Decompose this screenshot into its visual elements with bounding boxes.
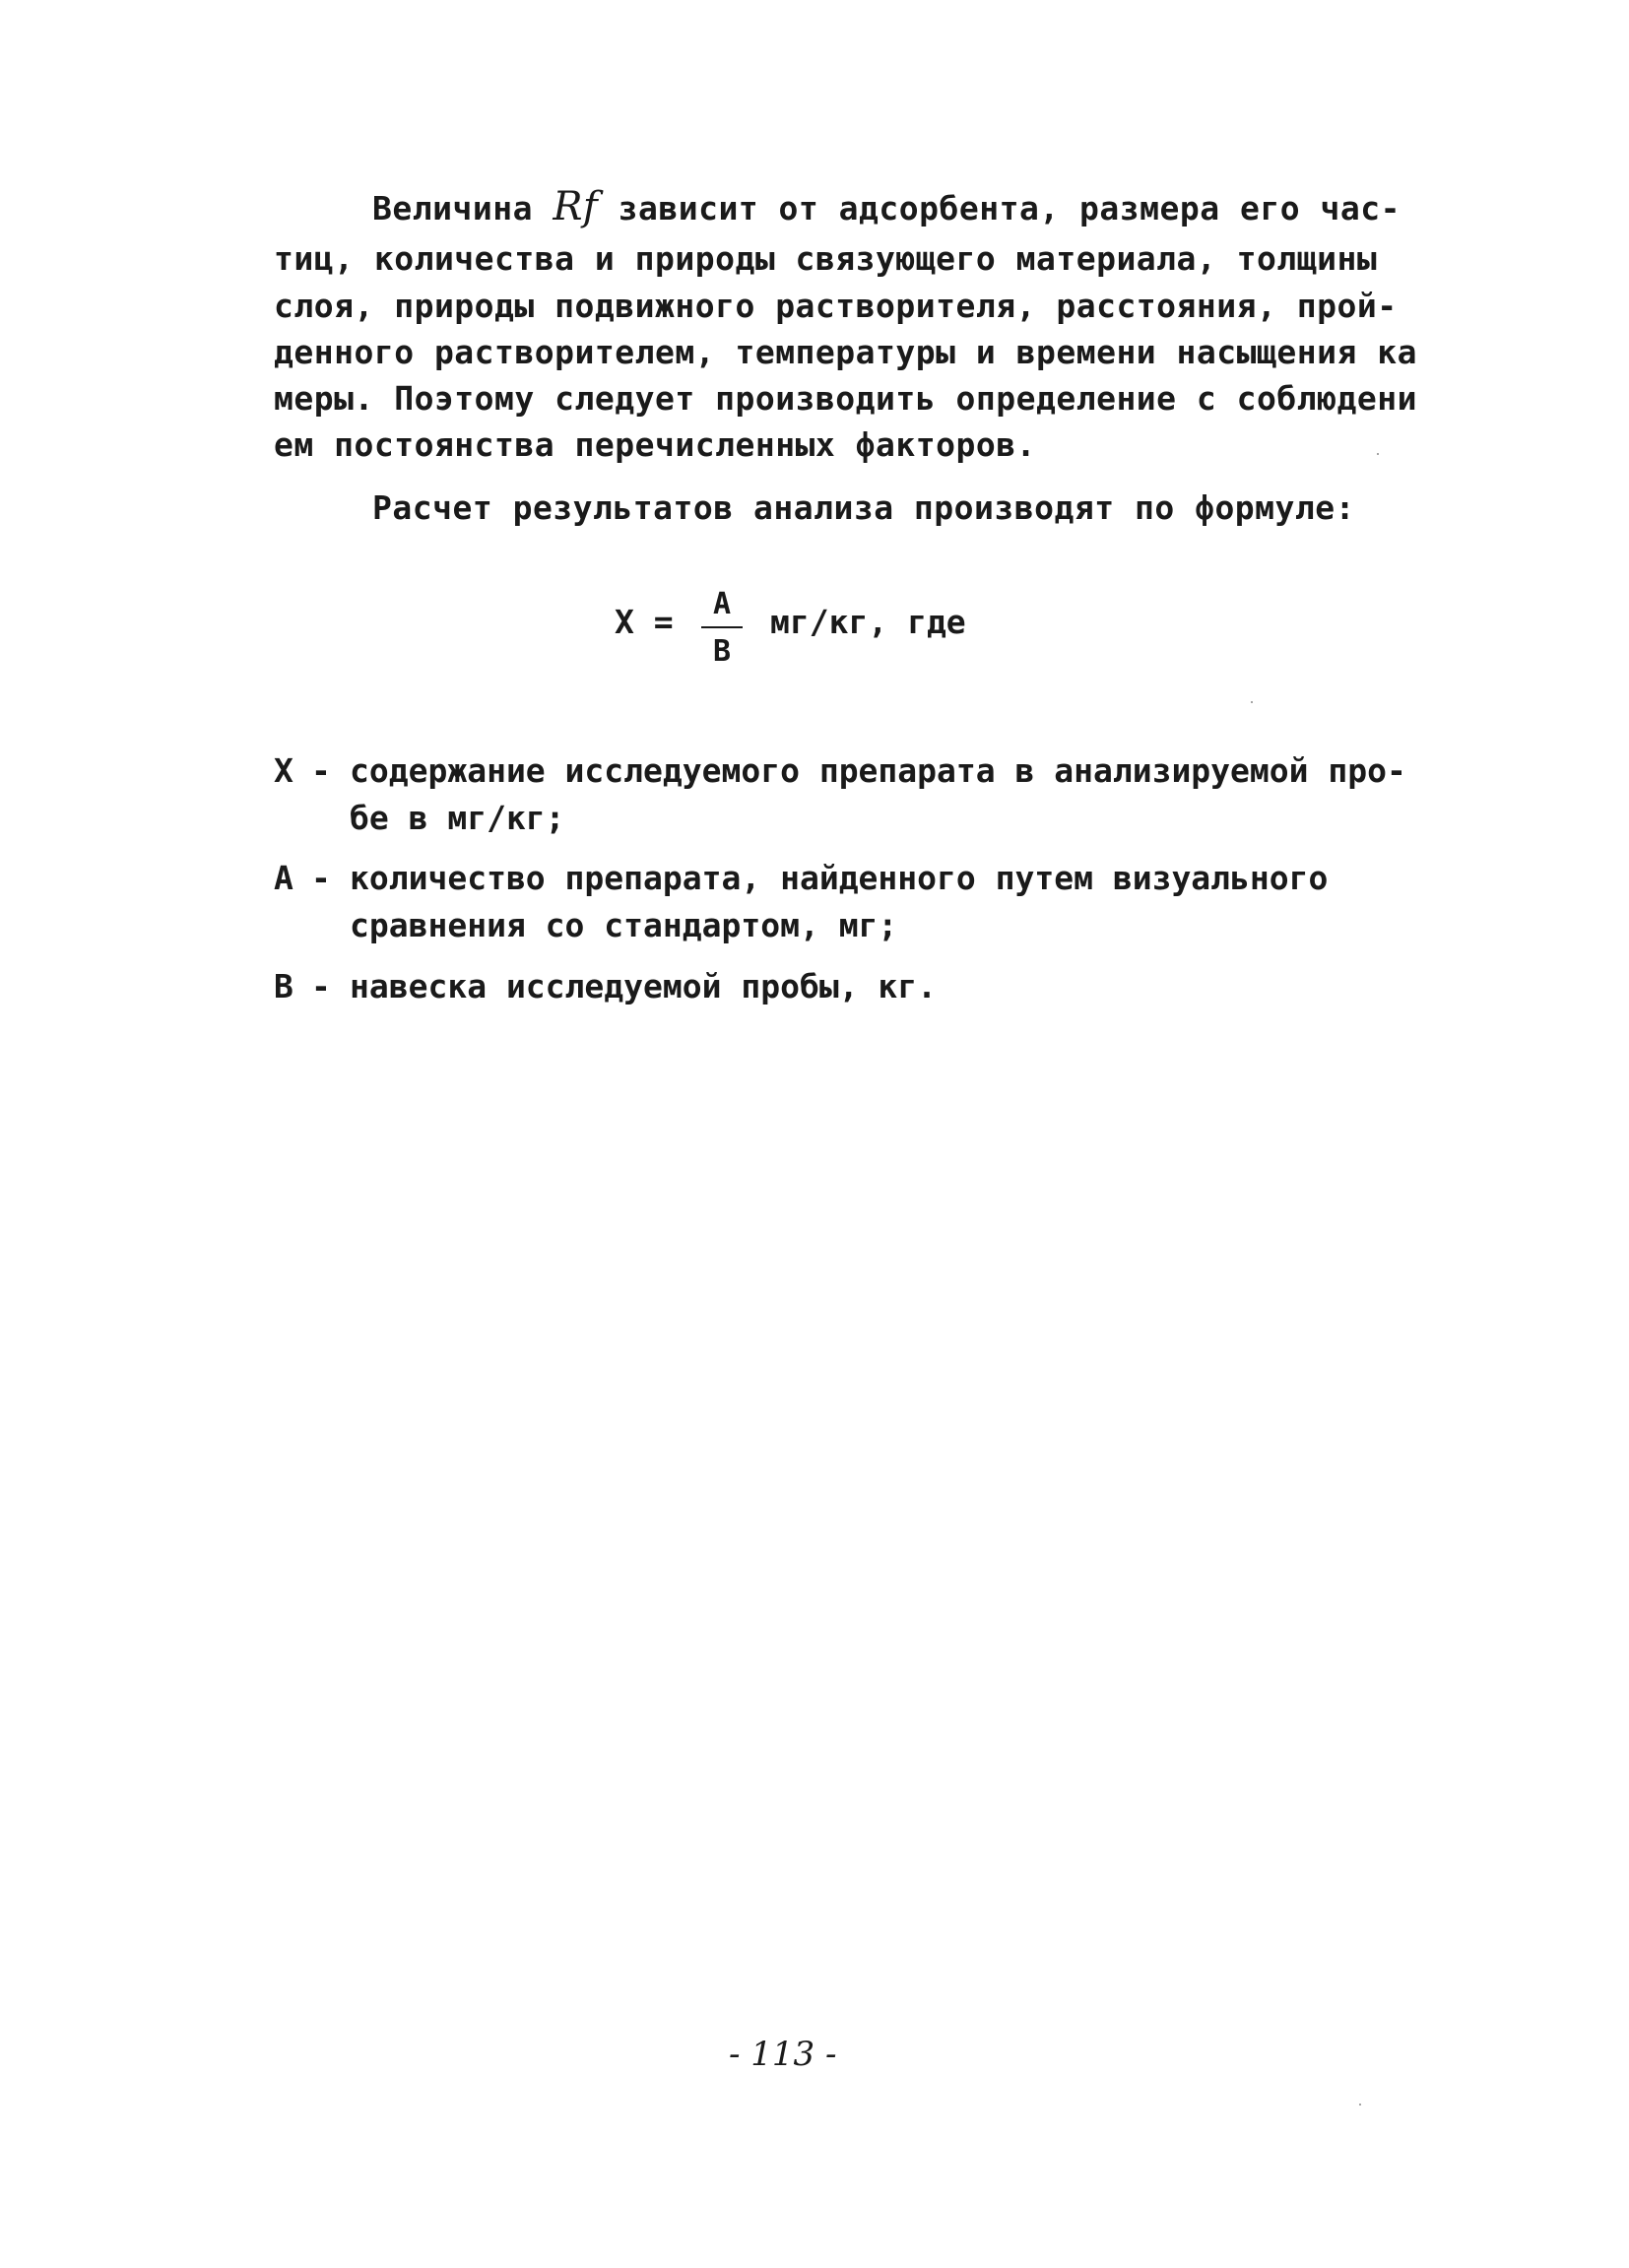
scan-speck — [1377, 453, 1379, 455]
formula-numerator: A — [713, 587, 732, 621]
paragraph-line-5: меры. Поэтому следует производить определение с соблюдени — [274, 379, 1417, 418]
paragraph-line-1 — [372, 184, 1401, 229]
formula-intro-text: Расчет результатов анализа производят по формуле: — [372, 488, 1356, 527]
paragraph-line-4: денного растворителем, температуры и времени насыщения ка — [274, 333, 1417, 371]
formula-denominator: B — [713, 634, 732, 669]
fraction-bar — [701, 626, 743, 628]
definition-text-line-1: навеска исследуемой пробы, кг. — [350, 967, 938, 1005]
definition-symbol: A — [274, 859, 293, 897]
definition-text-line-2: бе в мг/кг; — [350, 799, 565, 837]
scan-speck — [1251, 701, 1253, 703]
definition-dash: - — [311, 751, 331, 790]
page-number: - 113 - — [729, 2035, 837, 2074]
line-1-start: Величина — [372, 189, 554, 227]
formula-rhs: мг/кг, где — [770, 603, 966, 641]
formula-lhs: X = — [615, 603, 674, 641]
definition-symbol: B — [274, 967, 293, 1005]
definition-text-line-2: сравнения со стандартом, мг; — [350, 906, 898, 944]
paragraph-line-2: тиц, количества и природы связующего материала, толщины — [274, 239, 1378, 278]
formula — [615, 587, 1028, 689]
paragraph-line-3: слоя, природы подвижного растворителя, расстояния, прой- — [274, 287, 1398, 325]
scan-speck — [1359, 2104, 1361, 2106]
definition-dash: - — [311, 859, 331, 897]
rf-symbol: Rf — [553, 184, 599, 229]
definition-text-line-1: количество препарата, найденного путем визуального — [350, 859, 1329, 897]
line-1-end: зависит от адсорбента, размера его час- — [598, 189, 1401, 227]
definition-symbol: X — [274, 751, 293, 790]
definition-dash: - — [311, 967, 331, 1005]
paragraph-line-6: ем постоянства перечисленных факторов. — [274, 425, 1036, 464]
definition-text-line-1: содержание исследуемого препарата в анализируемой про- — [350, 751, 1406, 790]
